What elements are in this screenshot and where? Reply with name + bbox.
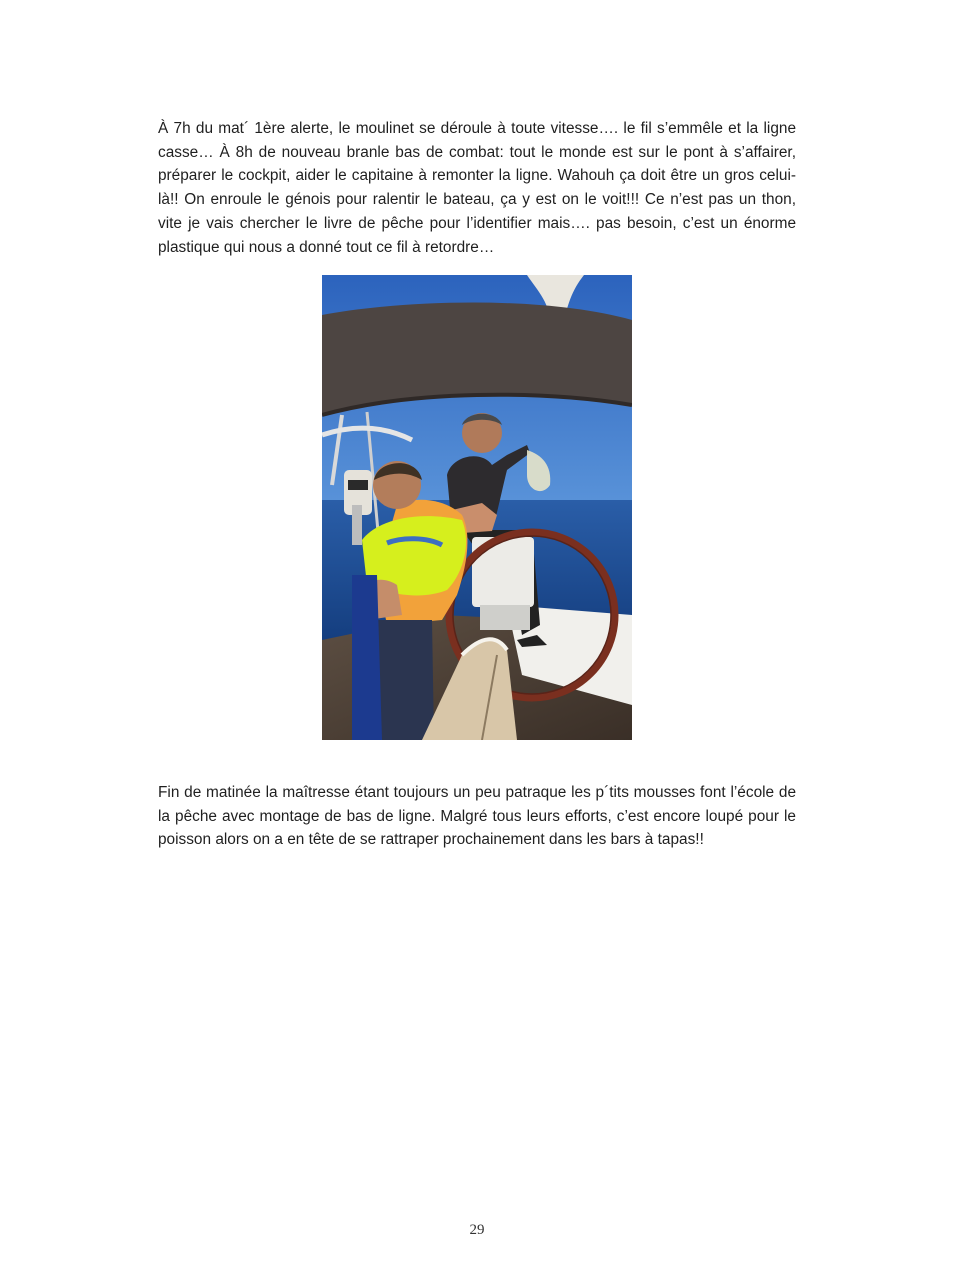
paragraph-1: À 7h du mat´ 1ère alerte, le moulinet se déroule à toute vitesse…. le fil s’emmêle et la ligne casse… À 8h de nouveau branle bas de combat: tout le monde est sur le pont à s’affairer, préparer le cockpit, aider le capitaine à remonter la ligne. Wahouh ça doit être un gros celui-là!! On enroule le génois pour ralentir le bateau, ça y est on le voit!!! Ce n’est pas un thon, vite je vais chercher le livre de pêche pour l’identifier mais…. pas besoin, c’est un énorme plastique qui nous a donné tout ce fil à retordre… xyxy=(158,120,796,256)
sailing-photo xyxy=(322,275,632,740)
paragraph-2: Fin de matinée la maîtresse étant toujours un peu patraque les p´tits mousses font l’école de la pêche avec montage de bas de ligne. Malgré tous leurs efforts, c’est encore loupé pour le poisson alors on a en tête de se rattraper prochainement dans les bars à tapas!! xyxy=(158,784,796,849)
page-number: 29 xyxy=(469,1222,485,1238)
